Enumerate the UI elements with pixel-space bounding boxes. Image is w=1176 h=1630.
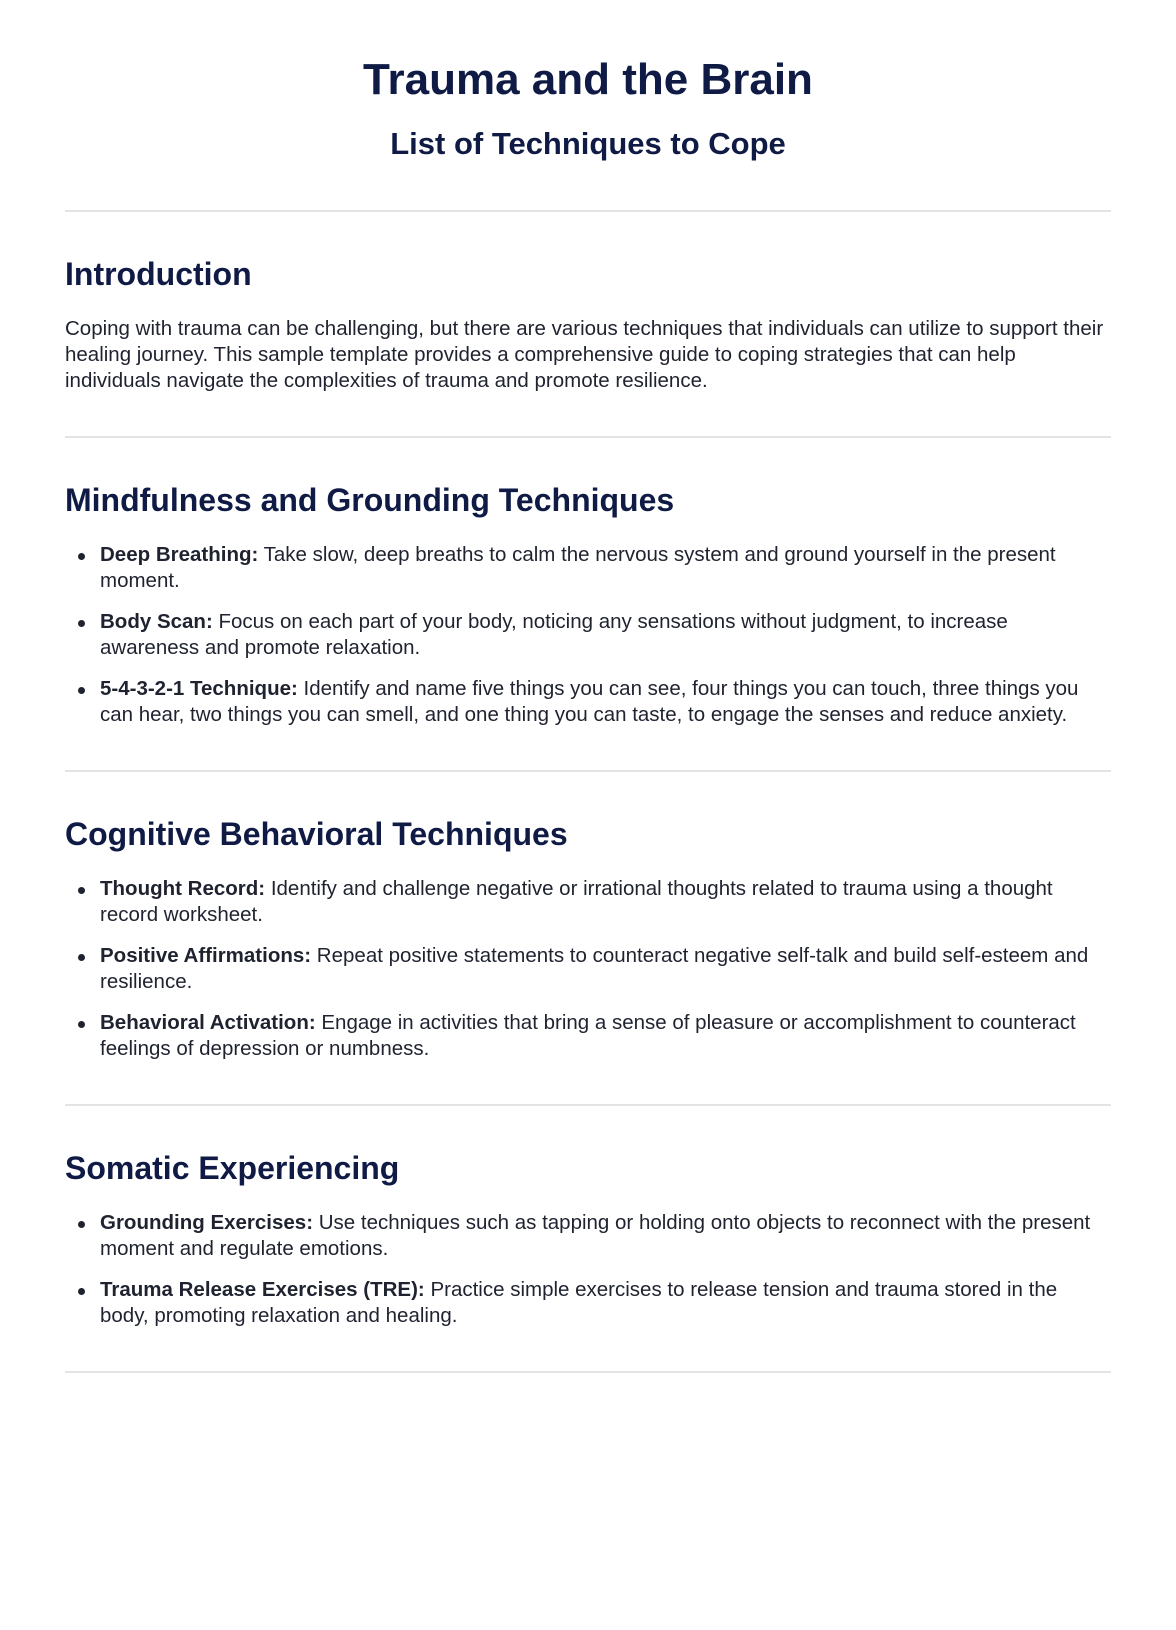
item-description: Use techniques such as tapping or holding onto objects to reconnect with the present moment and regulate emotions.: [100, 1211, 1091, 1260]
item-description: Focus on each part of your body, noticing any sensations without judgment, to increase awareness and promote relaxation.: [100, 610, 1008, 659]
item-description: Repeat positive statements to counteract negative self-talk and build self-esteem and resilience.: [100, 944, 1089, 993]
list-item: [100, 676, 1111, 728]
list-item: [100, 542, 1111, 594]
section-divider: [65, 770, 1111, 772]
item-description: Engage in activities that bring a sense of pleasure or accomplishment to counteract feelings of depression or numbness.: [100, 1011, 1076, 1060]
bullet-icon: [78, 620, 85, 627]
document-title: Trauma and the Brain: [363, 55, 813, 104]
introduction-text: Coping with trauma can be challenging, but there are various techniques that individuals can utilize to support their healing journey. This sample template provides a comprehensive guide to coping strategies that can help individuals navigate the complexities of trauma and promote resilience.: [65, 317, 1104, 392]
bullet-icon: [78, 553, 85, 560]
mindfulness-list: [65, 542, 1111, 728]
mindfulness-heading: Mindfulness and Grounding Techniques: [65, 482, 675, 518]
item-term: Deep Breathing:: [100, 543, 259, 566]
item-term: Positive Affirmations:: [100, 944, 312, 967]
item-term: Trauma Release Exercises (TRE):: [100, 1278, 425, 1301]
item-description: Identify and challenge negative or irrational thoughts related to trauma using a thought record worksheet.: [100, 877, 1053, 926]
document-subtitle: List of Techniques to Cope: [390, 126, 786, 161]
list-item: [100, 876, 1111, 928]
list-item: [100, 1010, 1111, 1062]
section-divider: [65, 436, 1111, 438]
section-divider: [65, 1371, 1111, 1373]
bullet-icon: [78, 1288, 85, 1295]
item-term: Behavioral Activation:: [100, 1011, 316, 1034]
item-term: 5-4-3-2-1 Technique:: [100, 677, 298, 700]
bullet-icon: [78, 954, 85, 961]
item-term: Thought Record:: [100, 877, 266, 900]
bullet-icon: [78, 1021, 85, 1028]
item-description: Take slow, deep breaths to calm the nervous system and ground yourself in the present moment.: [100, 543, 1056, 592]
bullet-icon: [78, 687, 85, 694]
cognitive-list: [65, 876, 1111, 1062]
bullet-icon: [78, 887, 85, 894]
somatic-heading: Somatic Experiencing: [65, 1150, 400, 1186]
somatic-list: [65, 1210, 1111, 1329]
introduction-heading: Introduction: [65, 256, 252, 292]
bullet-icon: [78, 1221, 85, 1228]
item-description: Practice simple exercises to release tension and trauma stored in the body, promoting relaxation and healing.: [100, 1278, 1058, 1327]
item-description: Identify and name five things you can see, four things you can touch, three things you can hear, two things you can smell, and one thing you can taste, to engage the senses and reduce anxiety.: [100, 677, 1079, 726]
cognitive-heading: Cognitive Behavioral Techniques: [65, 816, 568, 852]
list-item: [100, 609, 1111, 661]
list-item: [100, 1210, 1111, 1262]
list-item: [100, 1277, 1111, 1329]
item-term: Body Scan:: [100, 610, 213, 633]
section-divider: [65, 1104, 1111, 1106]
item-term: Grounding Exercises:: [100, 1211, 314, 1234]
list-item: [100, 943, 1111, 995]
section-divider: [65, 210, 1111, 212]
